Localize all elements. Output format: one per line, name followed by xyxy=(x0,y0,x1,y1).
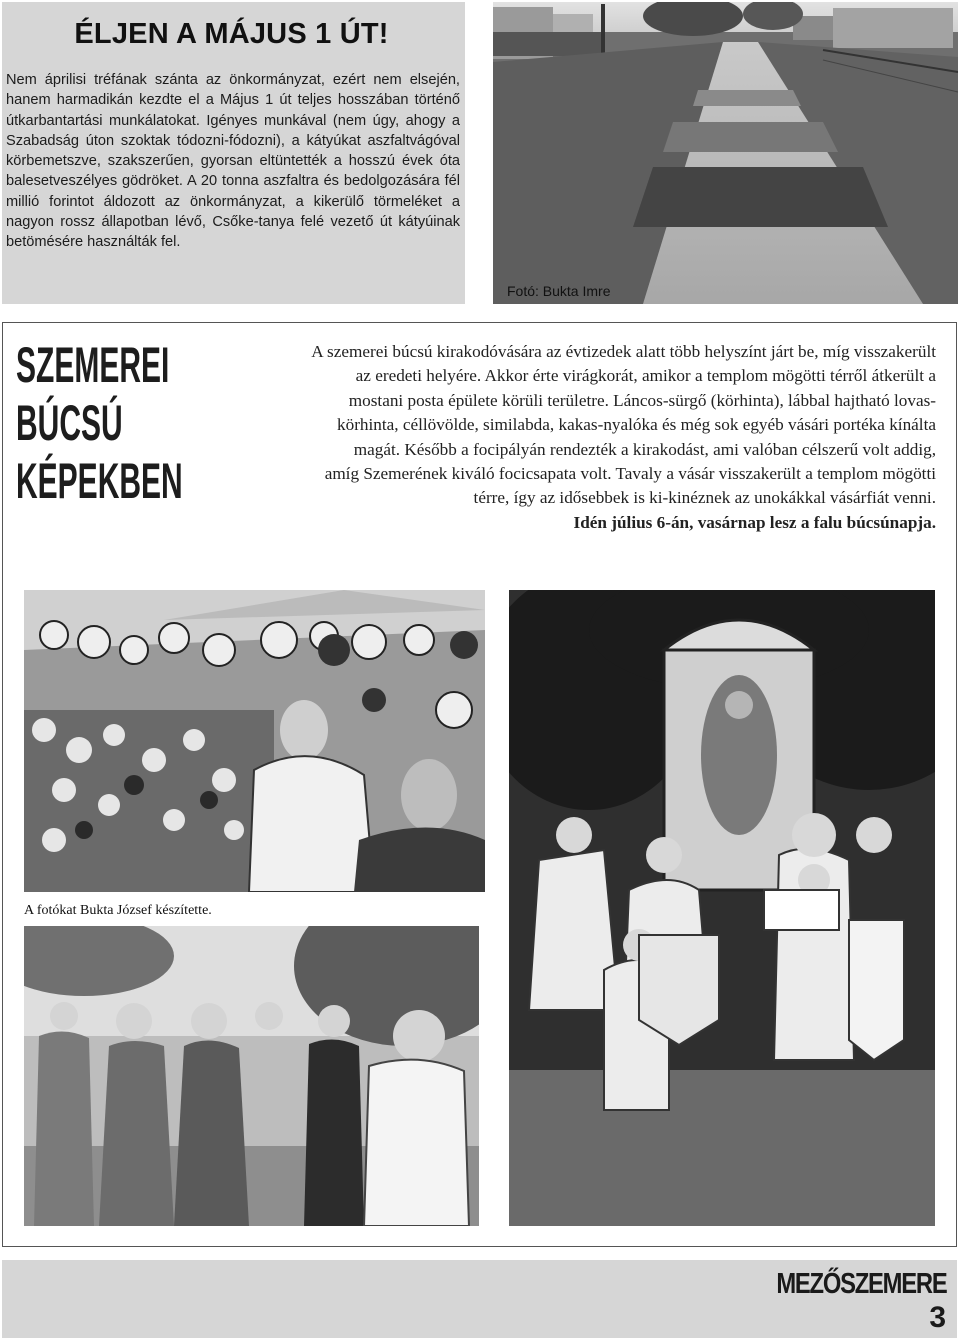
procession-photo xyxy=(509,590,935,1226)
festival-body-line: amíg Szemerének kiváló focicsapata volt. Tavaly a vásár visszakerült a templom mögötti xyxy=(324,464,936,484)
road-photo xyxy=(493,2,958,304)
road-article-title: ÉLJEN A MÁJUS 1 ÚT! xyxy=(74,18,389,50)
festival-photos-caption: A fotókat Bukta József készítette. xyxy=(24,903,212,918)
publication-name: MEZŐSZEMERE xyxy=(775,1268,946,1300)
festival-body-line: körhinta, céllövölde, similabda, kakas-nyalóka és még sok egyéb vásári portéka kínálta xyxy=(337,415,936,435)
road-photo-caption: Fotó: Bukta Imre xyxy=(507,283,611,299)
women-walking-photo xyxy=(24,926,479,1226)
festival-body-line: térre, így az idősebbek is ki-kinéznek az unokákkal vásárfiát venni. xyxy=(473,488,936,508)
festival-body-line: A szemerei búcsú kirakodóvására az évtizedek alatt több helyszínt járt be, míg visszakerült xyxy=(311,342,936,361)
festival-heading-line: BÚCSÚ xyxy=(16,395,123,451)
festival-body xyxy=(170,340,936,535)
festival-body-line: az eredeti helyére. Akkor érte virágkorát, amikor a templom mögötti térről átkerült a xyxy=(355,366,936,386)
festival-heading-line: SZEMEREI xyxy=(16,337,170,393)
festival-body-line: magát. Később a focipályán rendezték a kirakodást, ami valóban célszerű volt addig, xyxy=(353,439,936,459)
road-article-body: Nem áprilisi tréfának szánta az önkormányzat, ezért nem elsején, hanem harmadikán kezdte el a Május 1 út teljes hosszában történő útkarbantartási munkálatokat. Igényes munkával (nem úgy, ahogy a Szabadság úton szoktak tódozni-fódozni), a kátyúkat aszfaltvágóval körbemetszve, szakszerűen, gyorsan eltüntették a hosszú évek óta balesetveszélyes gödröket. A 20 tonna aszfaltra és bedolgozására fél millió forintot áldozott az önkormányzat, a kikerülő törmeléket a nagyon rossz állapotban lévő, Csőke-tanya felé vezető út kátyúinak betömésére használták fel. xyxy=(6,72,460,251)
festival-heading-line: KÉPEKBEN xyxy=(16,453,183,509)
festival-heading xyxy=(16,336,183,510)
page-number: 3 xyxy=(929,1301,946,1334)
festival-date-highlight: Idén július 6-án, vasárnap lesz a falu búcsúnapja. xyxy=(573,512,936,532)
festival-body-line: mostani posta épülete körüli területre. Láncos-sürgő (körhinta), lábbal hajtható lovas- xyxy=(348,390,936,410)
toy-stall-photo xyxy=(24,590,485,892)
